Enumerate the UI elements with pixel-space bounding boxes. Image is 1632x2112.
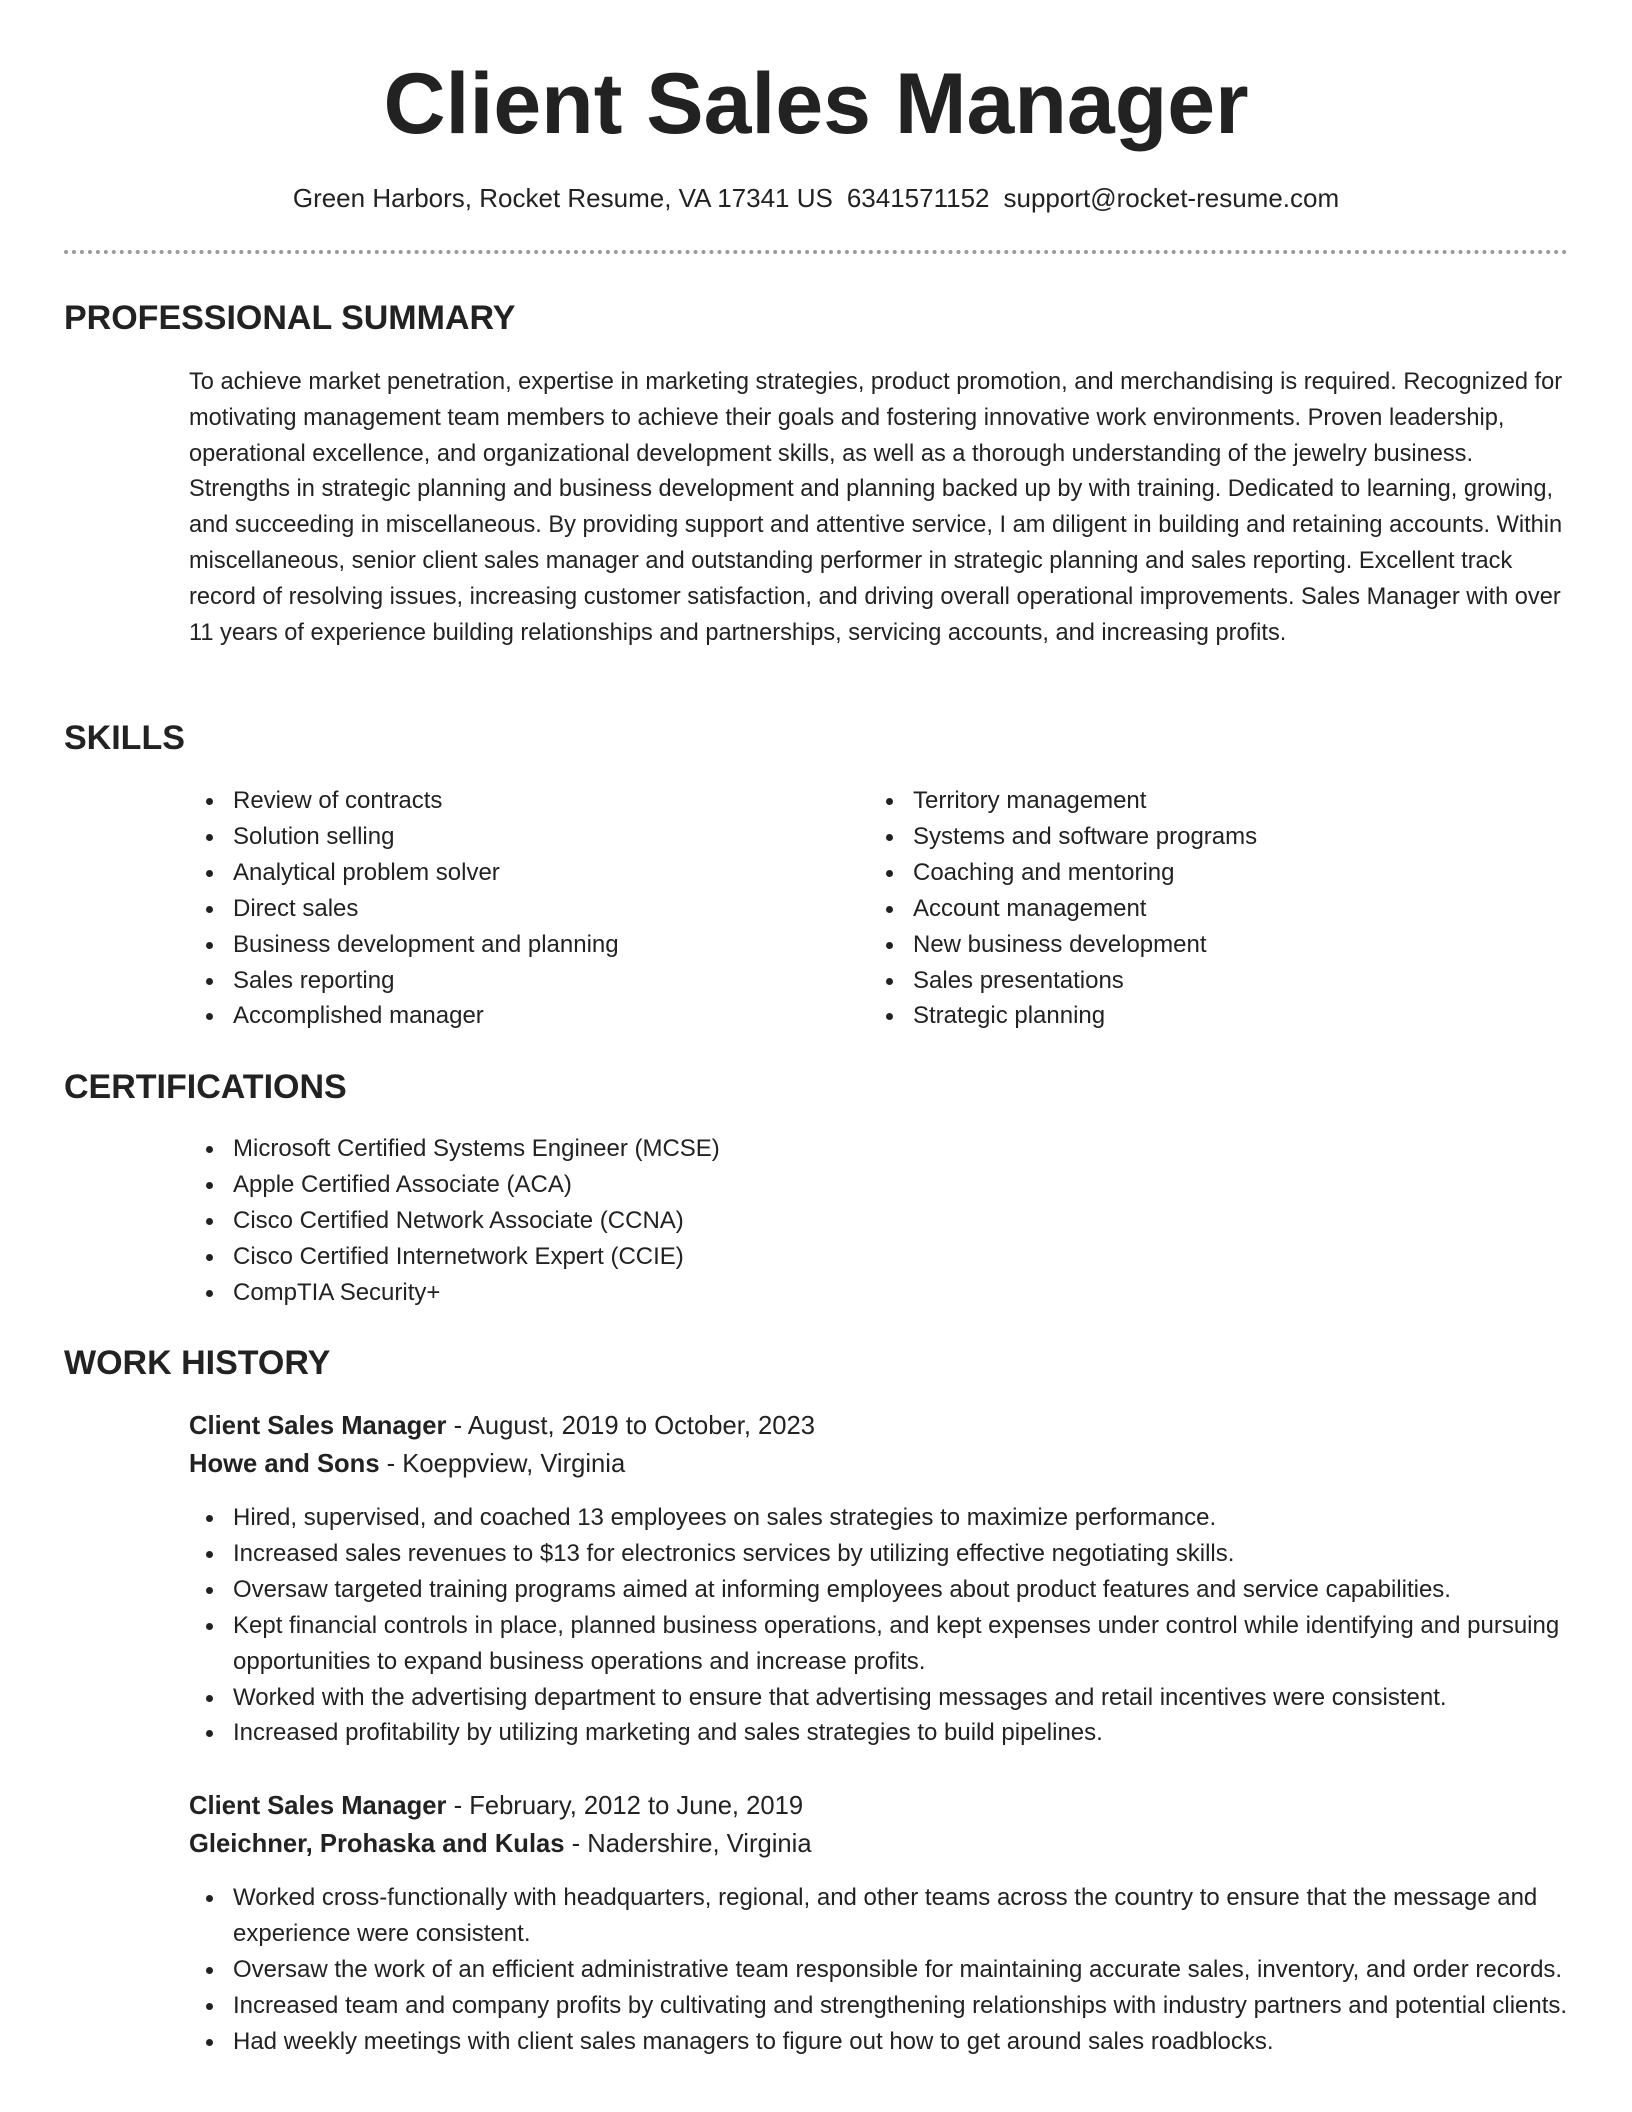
contact-address: Green Harbors, Rocket Resume, VA 17341 US	[292, 183, 833, 213]
job-dates: - August, 2019 to October, 2023	[446, 1412, 815, 1440]
skill-item: Analytical problem solver	[189, 855, 829, 891]
job-bullet: Hired, supervised, and coached 13 employees on sales strategies to maximize performance.	[189, 1500, 1569, 1536]
job-company-line	[189, 1446, 625, 1482]
skill-item: Systems and software programs	[869, 819, 1509, 855]
job-title-line	[189, 1788, 803, 1824]
section-title-summary: PROFESSIONAL SUMMARY	[64, 299, 516, 337]
skill-item: Coaching and mentoring	[869, 855, 1509, 891]
skill-item: New business development	[869, 927, 1509, 963]
skill-item: Territory management	[869, 783, 1509, 819]
job-bullet: Worked with the advertising department to ensure that advertising messages and retail incentives were consistent.	[189, 1680, 1569, 1716]
skill-item: Sales presentations	[869, 963, 1509, 999]
contact-info	[0, 180, 1632, 216]
job-bullet: Worked cross-functionally with headquarters, regional, and other teams across the country to ensure that the message and experience were consistent.	[189, 1880, 1569, 1952]
job-bullets	[189, 1880, 1569, 2060]
job-bullet: Increased team and company profits by cultivating and strengthening relationships with industry partners and potential clients.	[189, 1988, 1569, 2024]
header-divider	[64, 250, 1568, 254]
certification-item: Microsoft Certified Systems Engineer (MCSE)	[189, 1131, 1569, 1167]
job-company: Gleichner, Prohaska and Kulas	[189, 1830, 565, 1858]
skills-list-left	[189, 783, 829, 1034]
job-bullet: Increased profitability by utilizing marketing and sales strategies to build pipelines.	[189, 1715, 1569, 1751]
certification-item: Cisco Certified Network Associate (CCNA)	[189, 1203, 1569, 1239]
skill-item: Strategic planning	[869, 998, 1509, 1034]
skill-item: Direct sales	[189, 891, 829, 927]
job-bullet: Kept financial controls in place, planned business operations, and kept expenses under control while identifying and pursuing opportunities to expand business operations and increase profits.	[189, 1608, 1569, 1680]
section-title-skills: SKILLS	[64, 719, 185, 757]
resume-name: Client Sales Manager	[383, 56, 1249, 152]
skill-item: Solution selling	[189, 819, 829, 855]
job-bullet: Oversaw targeted training programs aimed at informing employees about product features and service capabilities.	[189, 1572, 1569, 1608]
job-bullet: Oversaw the work of an efficient administrative team responsible for maintaining accurate sales, inventory, and order records.	[189, 1952, 1569, 1988]
job-company: Howe and Sons	[189, 1450, 380, 1478]
job-bullet: Had weekly meetings with client sales managers to figure out how to get around sales roadblocks.	[189, 2024, 1569, 2060]
job-location: - Koeppview, Virginia	[379, 1450, 626, 1478]
skill-item: Business development and planning	[189, 927, 829, 963]
contact-email: support@rocket-resume.com	[1003, 183, 1340, 213]
job-company-line	[189, 1826, 812, 1862]
skill-item: Account management	[869, 891, 1509, 927]
skill-item: Sales reporting	[189, 963, 829, 999]
skill-item: Review of contracts	[189, 783, 829, 819]
job-bullets	[189, 1500, 1569, 1751]
contact-phone: 6341571152	[846, 183, 990, 213]
job-role: Client Sales Manager	[189, 1792, 447, 1820]
job-role: Client Sales Manager	[189, 1412, 447, 1440]
job-title-line	[189, 1408, 815, 1444]
job-bullet: Increased sales revenues to $13 for electronics services by utilizing effective negotiating skills.	[189, 1536, 1569, 1572]
section-title-work-history: WORK HISTORY	[64, 1344, 331, 1382]
job-location: - Nadershire, Virginia	[564, 1830, 812, 1858]
skill-item: Accomplished manager	[189, 998, 829, 1034]
certification-item: Cisco Certified Internetwork Expert (CCIE)	[189, 1239, 1569, 1275]
certification-item: CompTIA Security+	[189, 1275, 1569, 1311]
summary-text: To achieve market penetration, expertise in marketing strategies, product promotion, and merchandising is required. Recognized for motivating management team members to achieve their goals and fostering innovative work environments. Proven leadership, operational excellence, and organizational development skills, as well as a thorough understanding of the jewelry business. Strengths in strategic planning and business development and planning backed up by with training. Dedicated to learning, growing, and succeeding in miscellaneous. By providing support and attentive service, I am diligent in building and retaining accounts. Within miscellaneous, senior client sales manager and outstanding performer in strategic planning and sales reporting. Excellent track record of resolving issues, increasing customer satisfaction, and driving overall operational improvements. Sales Manager with over 11 years of experience building relationships and partnerships, servicing accounts, and increasing profits.	[189, 369, 1563, 646]
certification-item: Apple Certified Associate (ACA)	[189, 1167, 1569, 1203]
job-dates: - February, 2012 to June, 2019	[446, 1792, 804, 1820]
section-title-certifications: CERTIFICATIONS	[64, 1068, 347, 1106]
certifications-list	[189, 1131, 1569, 1311]
skills-list-right	[869, 783, 1509, 1034]
